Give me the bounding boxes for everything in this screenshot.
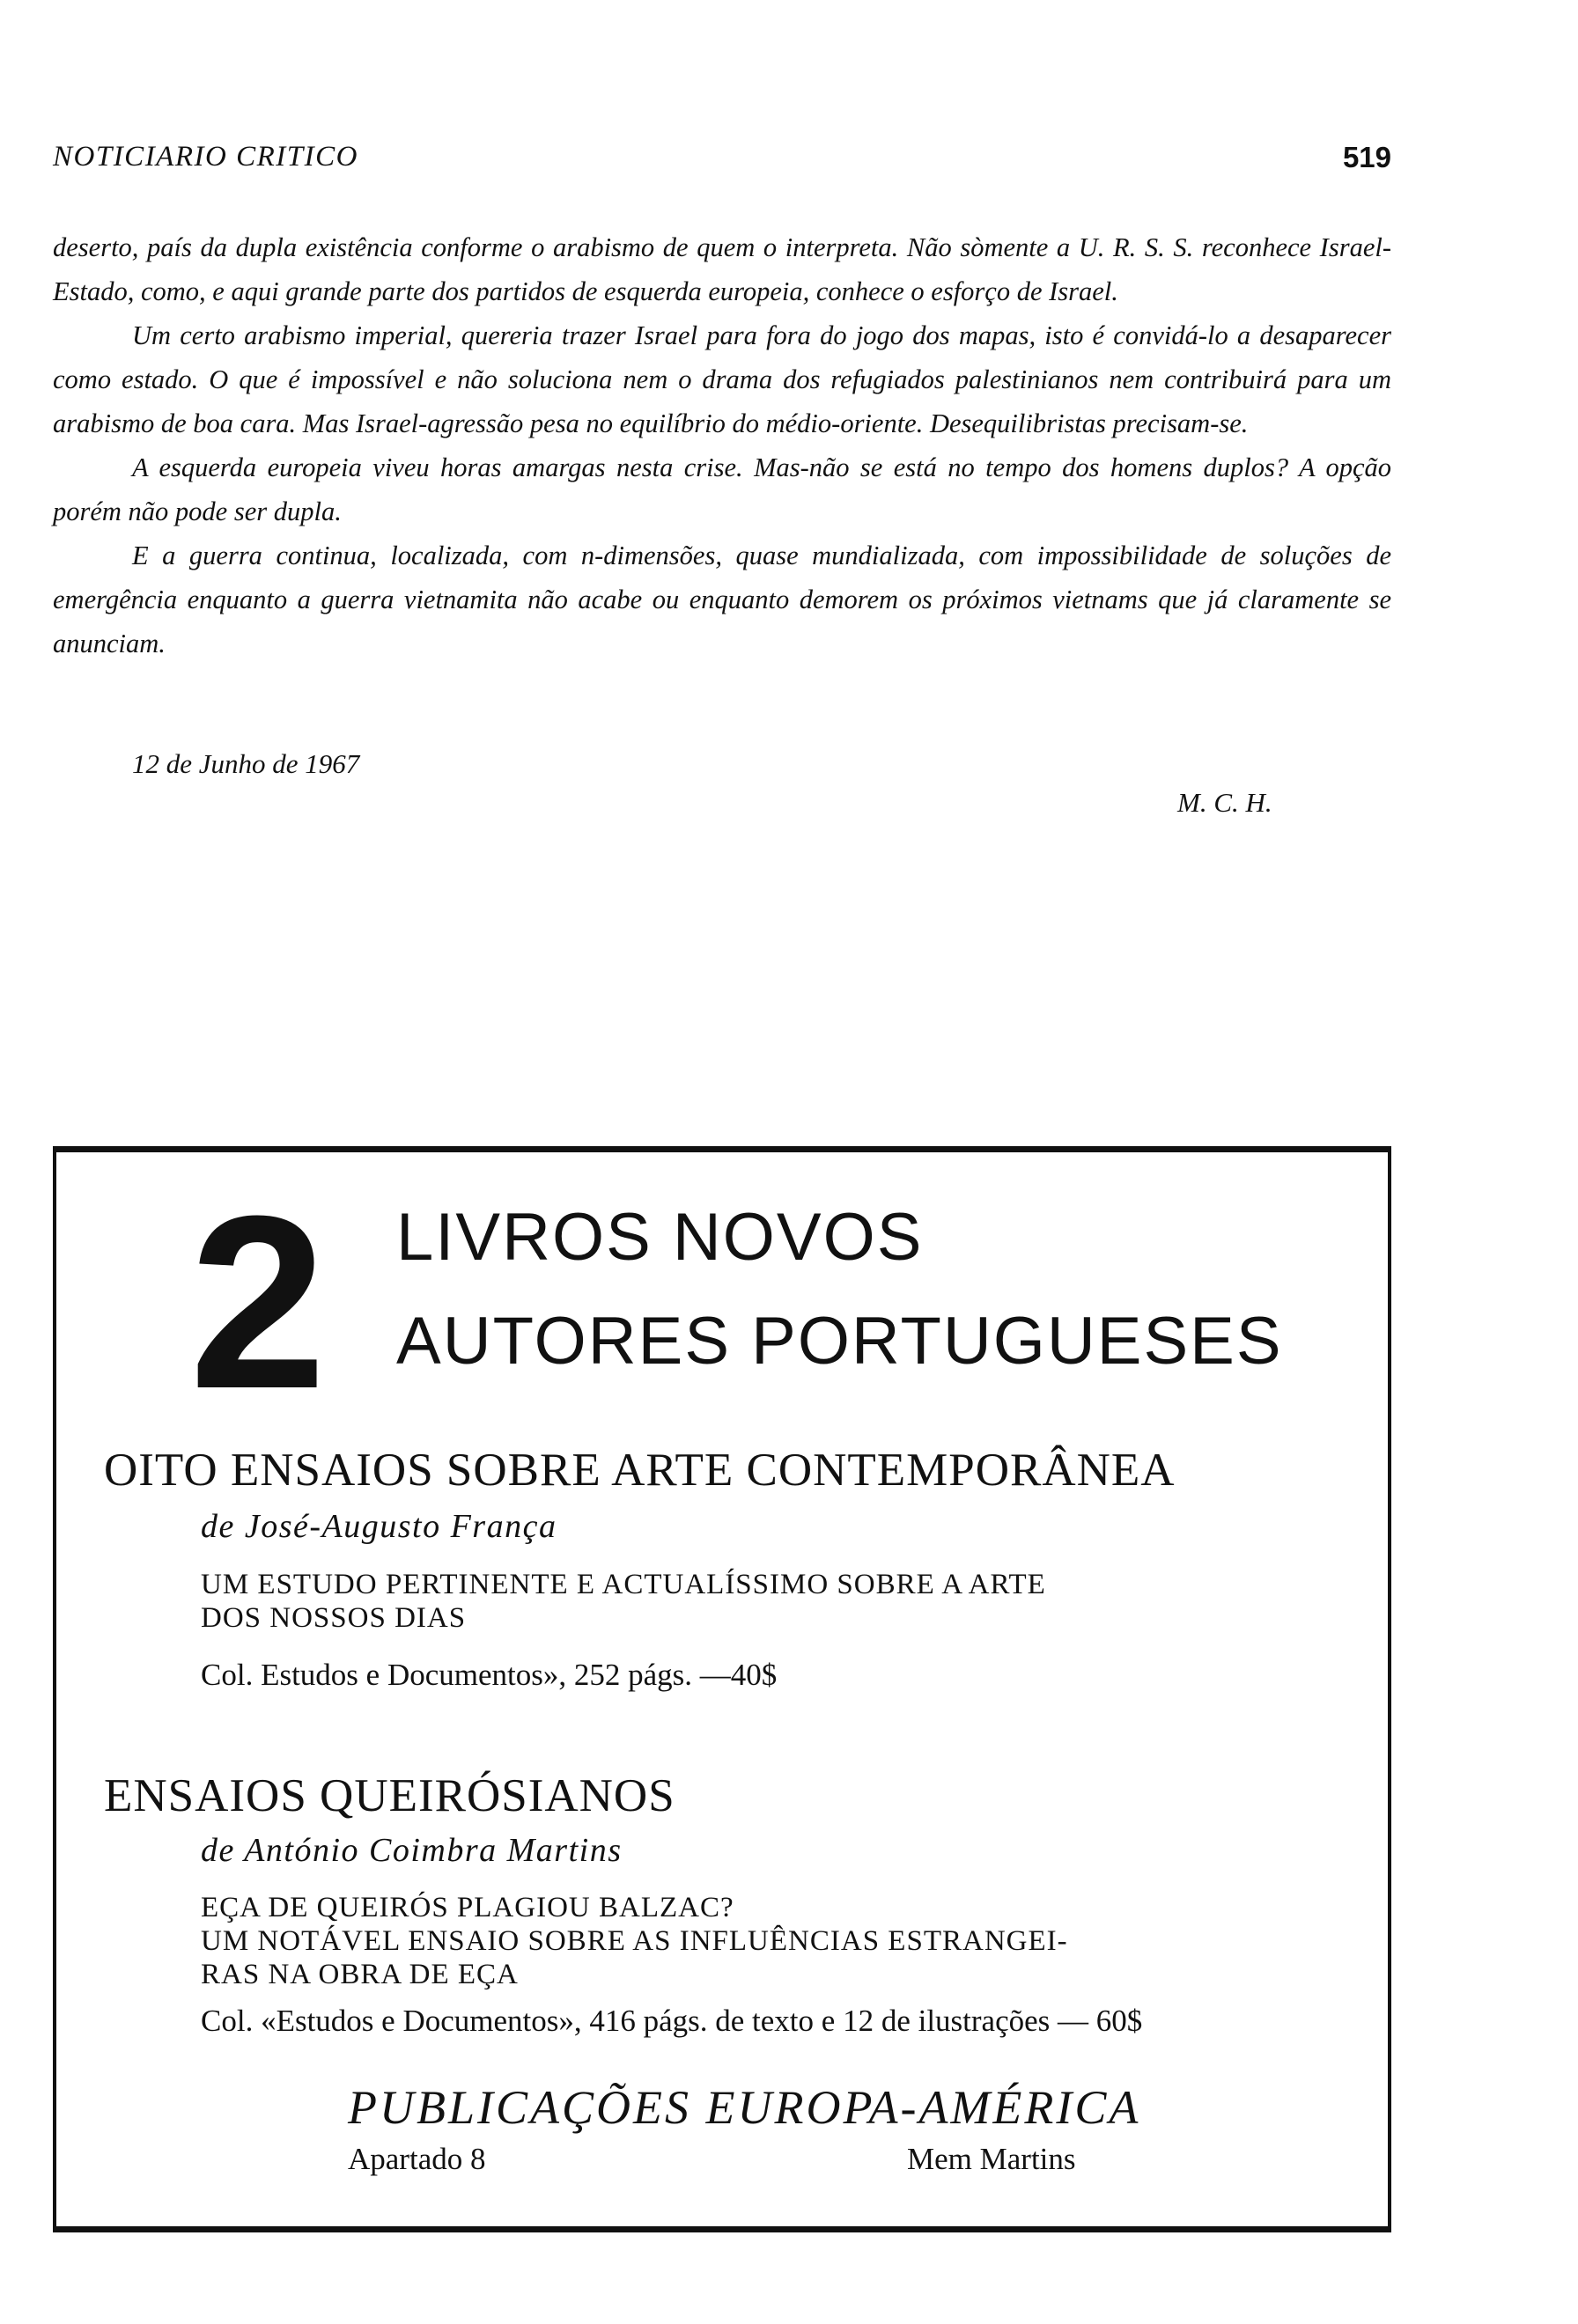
advert-headline-line1: LIVROS NOVOS (396, 1200, 924, 1275)
article-paragraph: deserto, país da dupla existência conforme o arabismo de quem o interpreta. Não sòmente a U. R. S. S. reconhece Israel-Estado, como, e aqui grande parte dos partidos de esquerda europeia, conhece o esforço de Israel. (53, 232, 1391, 306)
advert-big-number: 2 (189, 1166, 327, 1440)
book-description-line: EÇA DE QUEIRÓS PLAGIOU BALZAC? (201, 1892, 734, 1923)
book-description (201, 1568, 1341, 1635)
article-date: 12 de Junho de 1967 (132, 748, 360, 779)
publisher-location: Mem Martins (907, 2142, 1076, 2176)
book-description-line: UM NOTÁVEL ENSAIO SOBRE AS INFLUÊNCIAS ESTRANGEI- (201, 1925, 1068, 1957)
book-description (201, 1891, 1341, 1991)
book-title: ENSAIOS QUEIRÓSIANOS (104, 1770, 675, 1821)
book-author: de António Coimbra Martins (201, 1832, 623, 1869)
book-collection-price: Col. «Estudos e Documentos», 416 págs. de texto e 12 de ilustrações — 60$ (201, 2004, 1143, 2038)
book-author: de José-Augusto França (201, 1508, 557, 1545)
publisher-address: Apartado 8 (348, 2142, 486, 2176)
publisher-name: PUBLICAÇÕES EUROPA-AMÉRICA (348, 2081, 1141, 2134)
article-body (53, 225, 1391, 666)
page-number: 519 (1342, 141, 1391, 173)
advert-headline-line2: AUTORES PORTUGUESES (396, 1304, 1283, 1379)
article-paragraph: E a guerra continua, localizada, com n-dimensões, quase mundializada, com impossibilidade de soluções de emergência enquanto a guerra vietnamita não acabe ou enquanto demorem os próximos vietnams que já claramente se anunciam. (53, 541, 1391, 658)
book-description-line: UM ESTUDO PERTINENTE E ACTUALÍSSIMO SOBRE A ARTE (201, 1569, 1046, 1600)
running-title: NOTICIARIO CRITICO (53, 141, 358, 173)
book-collection-price: Col. Estudos e Documentos», 252 págs. —40$ (201, 1658, 778, 1692)
article-paragraph: A esquerda europeia viveu horas amargas nesta crise. Mas-não se está no tempo dos homens duplos? A opção porém não pode ser dupla. (53, 452, 1391, 526)
page-header (53, 141, 1391, 185)
article-paragraph: Um certo arabismo imperial, quereria trazer Israel para fora do jogo dos mapas, isto é convidá-lo a desaparecer como estado. O que é impossível e não soluciona nem o drama dos refugiados palestinianos nem contribuirá para um arabismo de boa cara. Mas Israel-agressão pesa no equilíbrio do médio-oriente. Desequilibristas precisam-se. (53, 320, 1391, 438)
book-description-line: RAS NA OBRA DE EÇA (201, 1959, 519, 1990)
book-title: OITO ENSAIOS SOBRE ARTE CONTEMPORÂNEA (104, 1445, 1176, 1496)
author-signature: M. C. H. (1177, 787, 1272, 818)
book-description-line: DOS NOSSOS DIAS (201, 1602, 467, 1634)
